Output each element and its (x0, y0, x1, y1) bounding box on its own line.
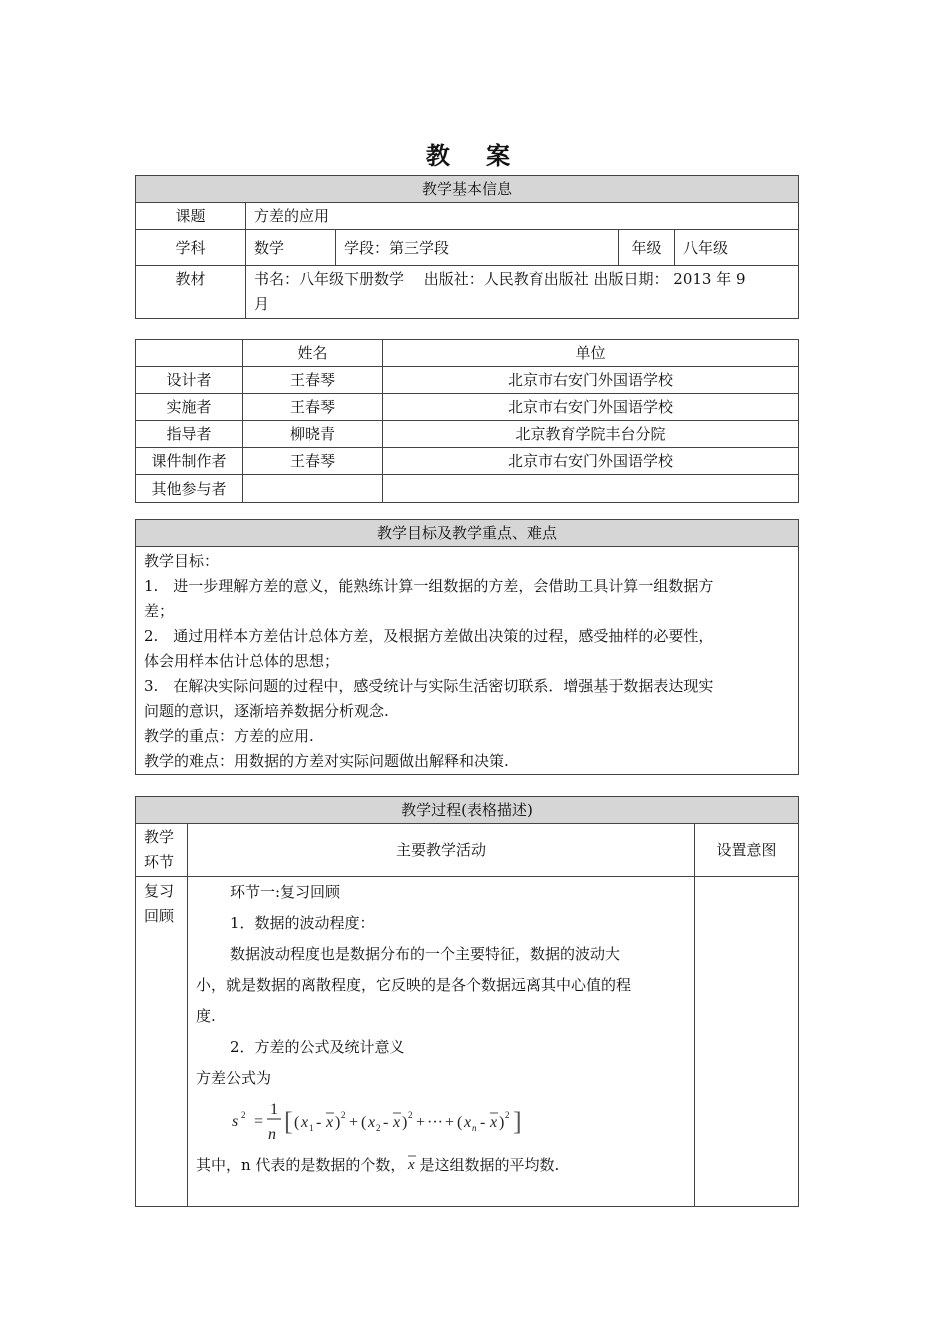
people-header-blank (136, 340, 243, 367)
mean-note-after: 是这组数据的平均数. (419, 1156, 560, 1174)
activity-line: 数据波动程度也是数据分布的一个主要特征，数据的波动大 (230, 945, 621, 963)
unit-cell: 北京教育学院丰台分院 (383, 421, 799, 448)
textbook-line-1: 书名：八年级下册数学 出版社：人民教育出版社 出版日期： 2013 年 9 (254, 270, 746, 288)
activity-line: 小，就是数据的离散程度，它反映的是各个数据远离其中心值的程 (196, 976, 632, 994)
unit-cell: 北京市右安门外国语学校 (383, 367, 799, 394)
svg-text:(: ( (457, 1114, 463, 1131)
mean-note-before: 其中，n 代表的是数据的个数， (196, 1156, 406, 1174)
svg-text:]: ] (513, 1107, 522, 1136)
col-name-header: 姓名 (243, 340, 383, 367)
role-cell: 指导者 (136, 421, 243, 448)
goals-line: 差； (144, 602, 175, 620)
role-cell: 设计者 (136, 367, 243, 394)
name-cell (243, 475, 383, 503)
goals-line: 2. 通过用样本方差估计总体方差，及根据方差做出决策的过程，感受抽样的必要性， (144, 627, 714, 645)
col-intent-header: 设置意图 (695, 824, 799, 877)
topic-label: 课题 (136, 203, 246, 230)
svg-text:x: x (408, 1157, 416, 1173)
svg-text:1: 1 (270, 1101, 278, 1118)
svg-text:2: 2 (341, 1110, 346, 1120)
svg-text:s: s (232, 1113, 239, 1130)
svg-text:x: x (368, 1114, 376, 1131)
grade-label: 年级 (619, 230, 675, 266)
svg-text:[: [ (284, 1107, 293, 1136)
goals-body (136, 547, 799, 775)
goals-header: 教学目标及教学重点、难点 (136, 520, 799, 547)
variance-formula (230, 1098, 686, 1144)
col-stage-line: 环节 (144, 853, 175, 871)
unit-cell (383, 475, 799, 503)
stage-cell (136, 877, 188, 1207)
unit-cell: 北京市右安门外国语学校 (383, 448, 799, 475)
svg-text:1: 1 (309, 1123, 314, 1133)
goals-line: 教学的难点：用数据的方差对实际问题做出解释和决策. (144, 752, 509, 770)
activity-line: 方差公式为 (196, 1069, 272, 1087)
role-cell: 课件制作者 (136, 448, 243, 475)
role-cell: 其他参与者 (136, 475, 243, 503)
activity-line: 1．数据的波动程度： (230, 914, 375, 932)
goals-line: 3. 在解决实际问题的过程中，感受统计与实际生活密切联系．增强基于数据表达现实 (144, 677, 714, 695)
col-activity-header: 主要教学活动 (188, 824, 695, 877)
stage-line: 复习 (144, 882, 175, 900)
svg-text:···: ··· (427, 1114, 443, 1131)
svg-text:x: x (464, 1114, 472, 1131)
svg-text:): ) (335, 1114, 341, 1131)
svg-text:+: + (416, 1114, 426, 1131)
activity-line (196, 1150, 686, 1181)
grade-value: 八年级 (675, 230, 799, 266)
name-cell: 王春琴 (243, 394, 383, 421)
activity-cell (188, 877, 695, 1207)
svg-text:2: 2 (376, 1123, 381, 1133)
svg-text:=: = (254, 1113, 264, 1130)
svg-text:+: + (445, 1114, 455, 1131)
name-cell: 王春琴 (243, 367, 383, 394)
svg-text:2: 2 (241, 1110, 246, 1120)
svg-text:x: x (393, 1114, 401, 1131)
svg-text:+: + (349, 1114, 359, 1131)
textbook-value (246, 266, 799, 319)
svg-text:x: x (490, 1114, 498, 1131)
goals-line: 1. 进一步理解方差的意义，能熟练计算一组数据的方差，会借助工具计算一组数据方 (144, 577, 714, 595)
activity-line: 度. (196, 1007, 216, 1025)
goals-table (135, 519, 799, 775)
svg-text:2: 2 (505, 1110, 510, 1120)
topic-value: 方差的应用 (246, 203, 799, 230)
basic-info-table (135, 175, 799, 319)
svg-text:): ) (402, 1114, 408, 1131)
col-unit-header: 单位 (383, 340, 799, 367)
goals-line: 教学目标： (144, 552, 220, 570)
svg-text:-: - (383, 1114, 389, 1131)
textbook-label: 教材 (136, 266, 246, 319)
goals-line: 体会用样本估计总体的思想； (144, 652, 340, 670)
svg-text:-: - (316, 1114, 322, 1131)
activity-line: 2．方差的公式及统计意义 (230, 1038, 405, 1056)
name-cell: 王春琴 (243, 448, 383, 475)
name-cell: 柳晓青 (243, 421, 383, 448)
svg-text:(: ( (361, 1114, 367, 1131)
col-stage-line: 教学 (144, 828, 175, 846)
unit-cell: 北京市右安门外国语学校 (383, 394, 799, 421)
subject-label: 学科 (136, 230, 246, 266)
col-stage-header (136, 824, 188, 877)
svg-text:(: ( (294, 1114, 300, 1131)
svg-text:2: 2 (408, 1110, 413, 1120)
activity-line: 环节一:复习回顾 (230, 883, 341, 901)
document-title: 教 案 (425, 141, 525, 170)
subject-value: 数学 (246, 230, 336, 266)
svg-text:-: - (480, 1114, 486, 1131)
basic-info-header: 教学基本信息 (136, 176, 799, 203)
goals-line: 教学的重点：方差的应用. (144, 727, 314, 745)
role-cell: 实施者 (136, 394, 243, 421)
svg-text:n: n (472, 1123, 477, 1133)
stage-value: 学段：第三学段 (336, 230, 619, 266)
svg-text:): ) (499, 1114, 505, 1131)
svg-text:x: x (326, 1114, 334, 1131)
process-header: 教学过程(表格描述) (136, 797, 799, 824)
x-bar-symbol (405, 1153, 419, 1173)
stage-line: 回顾 (144, 907, 175, 925)
svg-text:x: x (301, 1114, 309, 1131)
process-table (135, 796, 799, 1207)
intent-cell (695, 877, 799, 1207)
goals-line: 问题的意识，逐渐培养数据分析观念. (144, 702, 389, 720)
people-table (135, 339, 799, 503)
svg-text:n: n (268, 1126, 276, 1143)
textbook-line-2: 月 (254, 295, 270, 313)
